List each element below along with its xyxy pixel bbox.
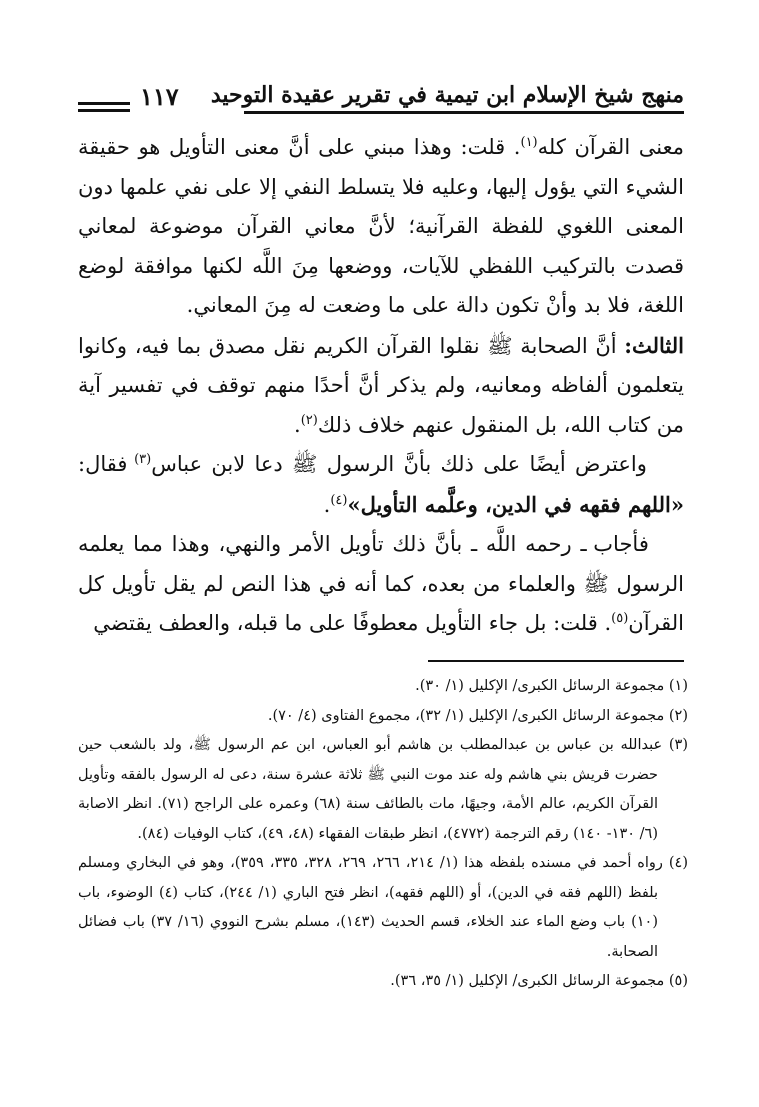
footnote-2: (٢) مجموعة الرسائل الكبرى/ الإكليل (١/ ٣٢)، مجموع الفتاوى (٤/ ٧٠). (267, 707, 688, 724)
footnote-ref-2: (٢) (300, 412, 318, 428)
paragraph-label: الثالث: (624, 332, 684, 358)
running-header (78, 80, 684, 120)
footnote-ref-3: (٣) (134, 452, 152, 467)
footnote-4: (٤) رواه أحمد في مسنده بلفظه هذا (١/ ٢١٤، ٢٦٦، ٢٦٩، ٣٢٨، ٣٣٥، ٣٥٩)، وهو في البخاري ومسلم بلفظ (اللهم فقه في الدين)، أو (اللهم فقهه)، انظر فتح الباري (١/ ٢٤٤)، كتاب (٤) الوضوء، باب (١٠) باب وضع الماء عند الخلاء، قسم الحديث (١٤٣)، مسلم بشرح النووي (١٦/ ٣٧) باب فضائل الصحابة. (78, 855, 689, 960)
main-text (78, 128, 684, 644)
page-number: ١١٧ (140, 82, 179, 111)
paragraph-2: الثالث: أنَّ الصحابة ﷺ نقلوا القرآن الكريم نقل مصدق بما فيه، وكانوا يتعلمون ألفاظه ومعانيه، ولم يذكر أنَّ أحدًا منهم توقف في تفسير آية من كتاب الله، بل المنقول عنهم خلاف ذلك$^{(٢)}$. (78, 332, 684, 437)
header-rule (244, 111, 684, 114)
footnote-ref-5: (٥) (611, 611, 629, 626)
paragraph-1: معنى القرآن كله$^{(١)}$. قلت: وهذا مبني على أنَّ معنى التأويل هو حقيقة الشيء التي يؤول إليها، وعليه فلا يتسلط النفي إلا على نفي علمها دون المعنى اللغوي للفظة القرآنية؛ لأنَّ معاني القرآن موضوعة لمعاني قصدت بالتركيب اللفظي للآيات، ووضعها مِنَ اللَّه لكنها موافقة لوضع اللغة، فلا بد وأنْ تكون دالة على ما وضعت له مِنَ المعاني. (78, 135, 684, 317)
footnote-3: (٣) عبدالله بن عباس بن عبدالمطلب بن هاشم أبو العباس، ابن عم الرسول ﷺ، ولد بالشعب حين حضرت قريش بني هاشم وله عند موت النبي ﷺ ثلاثة عشرة سنة، دعى له الرسول بالفقه وتأويل القرآن الكريم، عالم الأمة، وجيهًا، مات بالطائف سنة (٦٨) وعمره على الراجح (٧١). انظر الاصابة (٦/ ١٣٠- ١٤٠) رقم الترجمة (٤٧٧٢)، انظر طبقات الفقهاء (٤٨، ٤٩)، كتاب الوفيات (٨٤). (78, 737, 688, 842)
footnote-separator (428, 660, 684, 662)
footnote-1: (١) مجموعة الرسائل الكبرى/ الإكليل (١/ ٣٠). (415, 678, 688, 694)
footnote-ref-1: (١) (520, 135, 538, 150)
header-title: منهج شيخ الإسلام ابن تيمية في تقرير عقيدة التوحيد (210, 82, 684, 108)
page-number-rule-top (78, 102, 130, 105)
footnote-ref-4: (٤) (330, 492, 348, 508)
footnote-5: (٥) مجموعة الرسائل الكبرى/ الإكليل (١/ ٣٥، ٣٦). (390, 973, 688, 989)
paragraph-4: فأجاب ـ رحمه اللَّه ـ بأنَّ ذلك تأويل الأمر والنهي، وهذا مما يعلمه الرسول ﷺ والعلماء من بعده، كما أنه في هذا النص لم يقل تأويل كل القرآن$^{(٥)}$. قلت: بل جاء التأويل معطوفًا على ما قبله، والعطف يقتضي (78, 532, 684, 635)
hadith-quote: «اللهم فقهه في الدين، وعلَّمه التأويل» (347, 491, 684, 517)
footnotes (78, 672, 688, 997)
page-number-rule-bottom (78, 109, 130, 112)
paragraph-3: واعترض أيضًا على ذلك بأنَّ الرسول ﷺ دعا لابن عباس$^{(٣)}$ فقال: «اللهم فقهه في الدين، وعلَّمه التأويل»$^{(٤)}$. (78, 452, 684, 517)
